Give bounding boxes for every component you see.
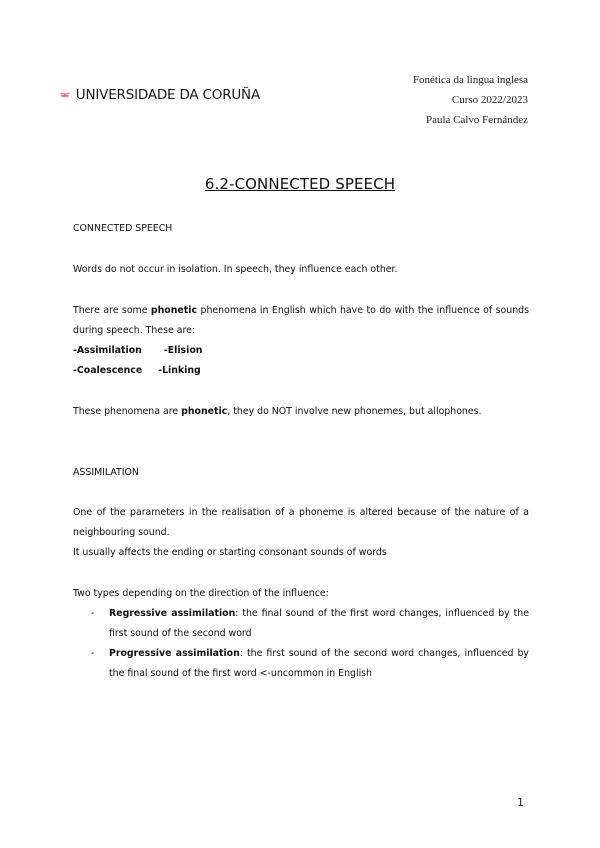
phenomena-list-row [73,341,529,361]
list-item-text: : the first sound of the second word changes, influenced by the final sound of the first word <-uncommon in English [109,648,529,679]
section-heading: ASSIMILATION [73,467,139,478]
section-heading: CONNECTED SPEECH [73,223,173,234]
document-title: 6.2-CONNECTED SPEECH [204,175,396,193]
paragraph-text [73,402,529,422]
university-logo [60,80,260,110]
bold-term: phonetic [150,305,198,316]
list-term: -Linking [158,365,201,376]
paragraph [73,503,529,563]
list-item [73,644,529,684]
logo-text: UNIVERSIDADE DA CORUÑA [75,87,260,103]
section-connected-speech [73,219,529,239]
paragraph [73,402,529,422]
list-term: -Elision [163,345,203,356]
page-number: 1 [517,796,524,809]
text-run: , they do NOT involve new phonemes, but allophones. [227,406,482,417]
text-run: There are some [73,305,151,316]
paragraph-text [73,301,529,341]
paragraph-text: One of the parameters in the realisation of a phoneme is altered because of the nature of a neighbouring sound. [73,507,529,538]
list-bullet: - [91,608,95,619]
list-item-text: : the final sound of the first word changes, influenced by the first sound of the second word [109,608,529,639]
list-item [73,604,529,644]
udc-emblem-icon [60,82,70,108]
section-assimilation [73,463,529,483]
phenomena-list-row [73,361,529,381]
bold-term: phonetic [181,406,228,417]
paragraph [73,301,529,381]
list-item-term: Progressive assimilation [109,648,240,659]
course-year: Curso 2022/2023 [451,94,528,106]
paragraph [73,260,529,280]
list-term: -Assimilation [73,345,142,356]
paragraph-text: Words do not occur in isolation. In speech, they influence each other. [73,264,398,275]
course-info [413,70,528,130]
paragraph-text: Two types depending on the direction of the influence: [73,588,329,599]
text-run: These phenomena are [73,406,182,417]
list-term: -Coalescence [73,365,143,376]
paragraph-text: It usually affects the ending or starting consonant sounds of words [73,547,387,558]
course-name: Fonética da lingua inglesa [412,74,528,86]
text-run: phenomena in English which have to do with the influence of sounds during speech. These are: [73,305,529,336]
list-item-term: Regressive assimilation [109,608,236,619]
paragraph [73,584,529,684]
author-name: Paula Calvo Fernández [425,114,528,126]
list-bullet: - [91,648,95,659]
